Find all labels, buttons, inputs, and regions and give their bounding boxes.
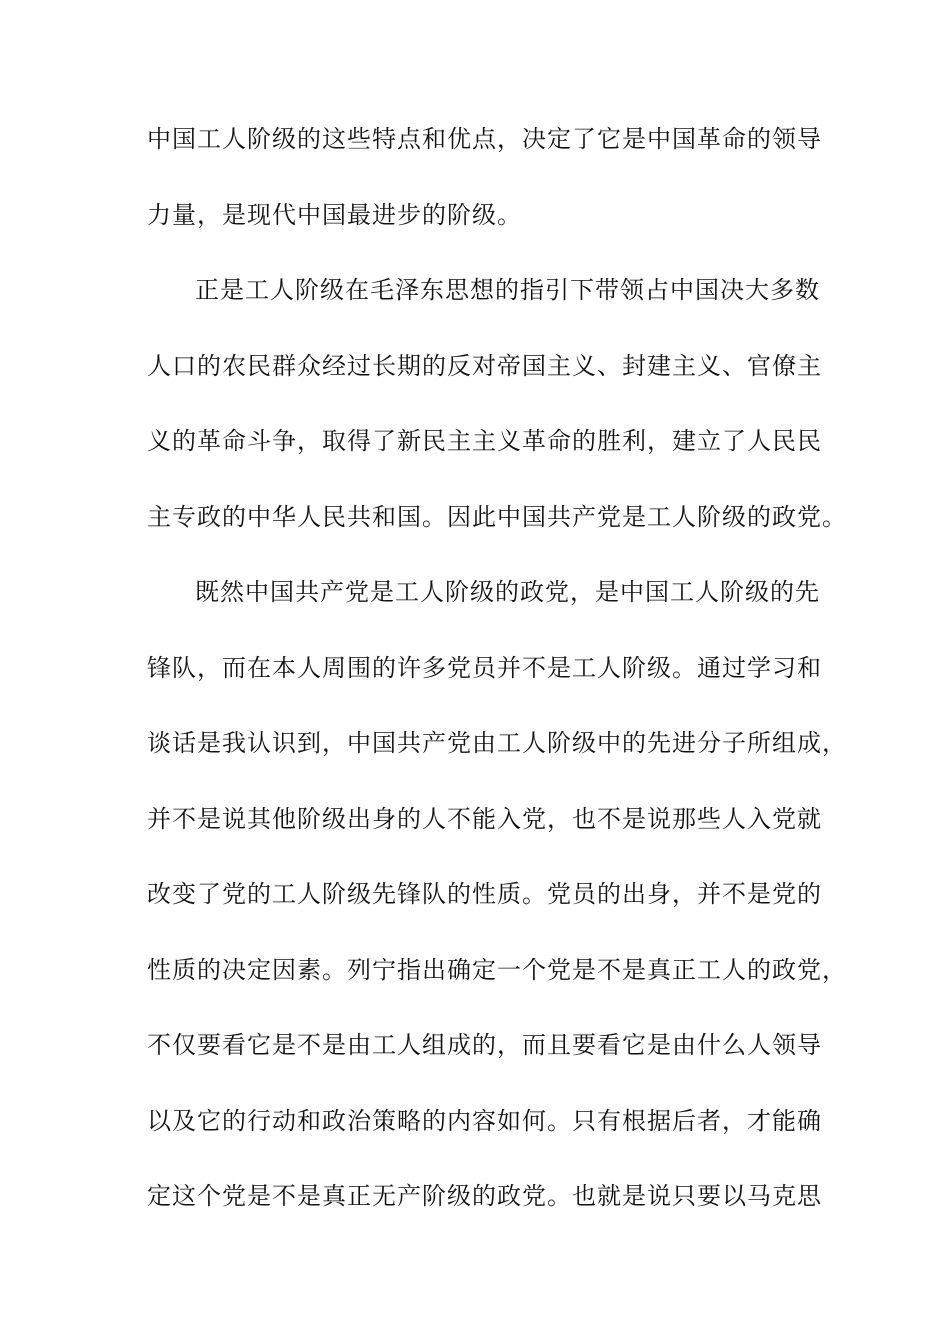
text-line: 义的革命斗争，取得了新民主主义革命的胜利，建立了人民民 — [147, 427, 822, 455]
text-line: 性质的决定因素。列宁指出确定一个党是不是真正工人的政党， — [147, 955, 847, 984]
text-line: 以及它的行动和政治策略的内容如何。只有根据后者，才能确 — [147, 1106, 822, 1135]
text-line: 改变了党的工人阶级先锋队的性质。党员的出身，并不是党的 — [147, 880, 822, 908]
paragraph-first-line: 正是工人阶级在毛泽东思想的指引下带领占中国决大多数 — [195, 276, 820, 304]
paragraph-first-line: 既然中国共产党是工人阶级的政党，是中国工人阶级的先 — [195, 578, 820, 606]
text-line: 锋队，而在本人周围的许多党员并不是工人阶级。通过学习和 — [147, 653, 822, 682]
text-line: 定这个党是不是真正无产阶级的政党。也就是说只要以马克思 — [147, 1182, 822, 1210]
document-body — [147, 125, 847, 1259]
text-line: 力量，是现代中国最进步的阶级。 — [147, 200, 522, 229]
text-line: 中国工人阶级的这些特点和优点，决定了它是中国革命的领导 — [147, 125, 822, 153]
text-line: 主专政的中华人民共和国。因此中国共产党是工人阶级的政党。 — [147, 502, 847, 531]
text-line: 谈话是我认识到，中国共产党由工人阶级中的先进分子所组成， — [147, 729, 847, 757]
text-line: 不仅要看它是不是由工人组成的，而且要看它是由什么人领导 — [147, 1031, 822, 1059]
text-line: 人口的农民群众经过长期的反对帝国主义、封建主义、官僚主 — [147, 351, 822, 380]
text-line: 并不是说其他阶级出身的人不能入党，也不是说那些人入党就 — [147, 804, 822, 833]
